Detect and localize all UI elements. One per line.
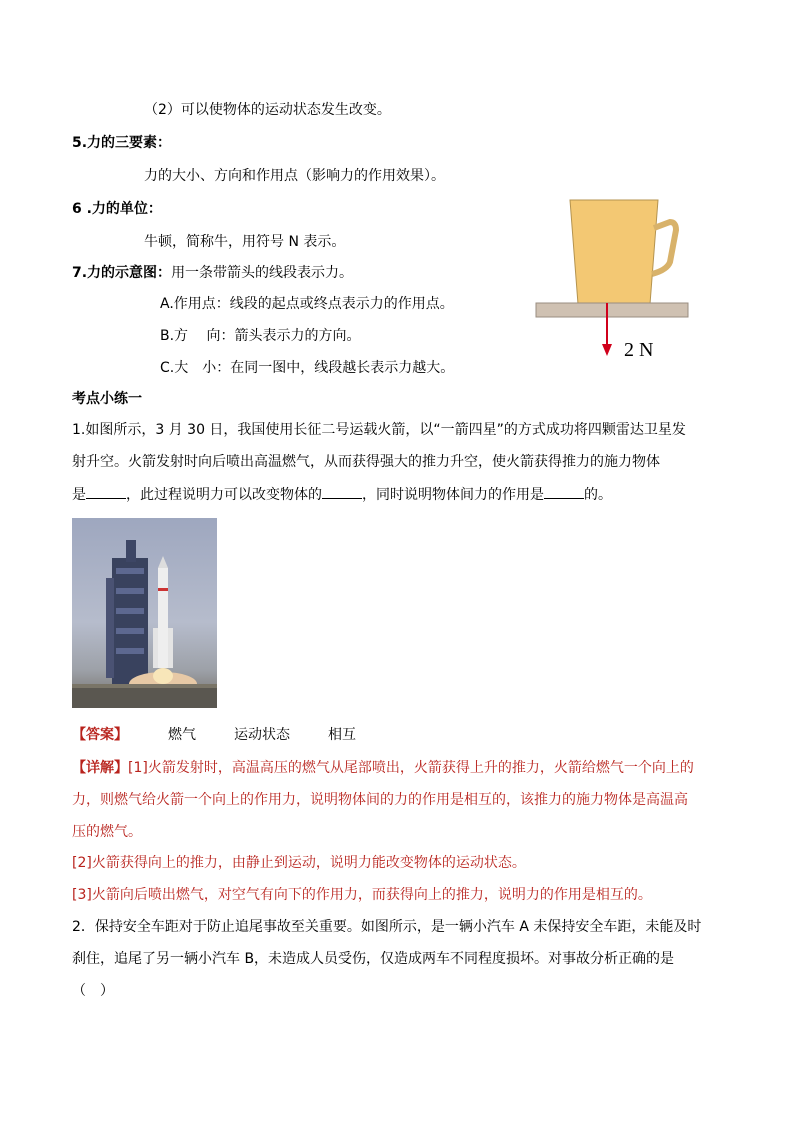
force-label: 2 N: [624, 339, 654, 361]
q1-line-2: 射升空。火箭发射时向后喷出高温燃气，从而获得强大的推力升空，使火箭获得推力的施力物体: [72, 454, 660, 470]
detail-line-4: [2]火箭获得向上的推力，由静止到运动，说明力能改变物体的运动状态。: [72, 855, 526, 871]
practice-title: 考点小练一: [72, 391, 142, 407]
force-diagram: [530, 192, 700, 367]
detail-line-2: 力，则燃气给火箭一个向上的作用力，说明物体间的力的作用是相互的，该推力的施力物体是高温高: [72, 792, 688, 808]
answer-label: 【答案】: [72, 727, 128, 743]
heading-5: 5.力的三要素：: [72, 135, 172, 151]
text-line-6: 牛顿，简称牛，用符号 N 表示。: [144, 234, 346, 250]
answer-1: 燃气: [168, 727, 196, 743]
heading-7-desc: 用一条带箭头的线段表示力。: [171, 265, 354, 281]
detail-line-5: [3]火箭向后喷出燃气，对空气有向下的作用力，而获得向上的推力，说明力的作用是相互的。: [72, 887, 652, 903]
heading-7-line: [72, 263, 353, 283]
text-line-5: 力的大小、方向和作用点（影响力的作用效果）。: [144, 168, 445, 184]
answer-blank-1[interactable]: [86, 484, 126, 499]
text-line-1: （2）可以使物体的运动状态发生改变。: [144, 102, 391, 118]
heading-6: 6 .力的单位：: [72, 201, 162, 217]
answer-blank-3[interactable]: [544, 484, 584, 499]
q2-line-1: 2．保持安全车距对于防止追尾事故至关重要。如图所示，是一辆小汽车 A 未保持安全车距，未能及时: [72, 919, 702, 935]
item-c: C.大 小：在同一图中，线段越长表示力越大。: [160, 360, 455, 376]
answer-blank-2[interactable]: [322, 484, 362, 499]
q1-line-1: 1.如图所示，3 月 30 日，我国使用长征二号运载火箭，以“一箭四星”的方式成功将四颗雷达卫星发: [72, 422, 686, 438]
detail-line-1: 【详解】[1]火箭发射时，高温高压的燃气从尾部喷出，火箭获得上升的推力，火箭给燃气一个向上的: [72, 760, 694, 776]
q1-line-3: 是 ，此过程说明力可以改变物体的 ，同时说明物体间力的作用是 的。: [72, 484, 612, 505]
rocket-launch-photo: [72, 518, 217, 708]
item-b: B.方 向：箭头表示力的方向。: [160, 328, 361, 344]
detail-label: 【详解】: [72, 760, 128, 776]
table-board: [536, 303, 688, 317]
heading-7: 7.力的示意图：: [72, 265, 172, 281]
rocket-illustration: [72, 518, 217, 708]
cup-body: [570, 200, 658, 304]
answer-3: 相互: [328, 727, 356, 743]
detail-line-3: 压的燃气。: [72, 824, 142, 840]
q2-line-2: 刹住，追尾了另一辆小汽车 B，未造成人员受伤，仅造成两车不同程度损坏。对事故分析正确的是: [72, 951, 675, 967]
cup-handle: [652, 222, 676, 274]
answer-2: 运动状态: [234, 727, 290, 743]
q2-line-3: （ ）: [72, 983, 114, 999]
item-a: A.作用点：线段的起点或终点表示力的作用点。: [160, 296, 454, 312]
force-arrow-head: [602, 344, 612, 356]
